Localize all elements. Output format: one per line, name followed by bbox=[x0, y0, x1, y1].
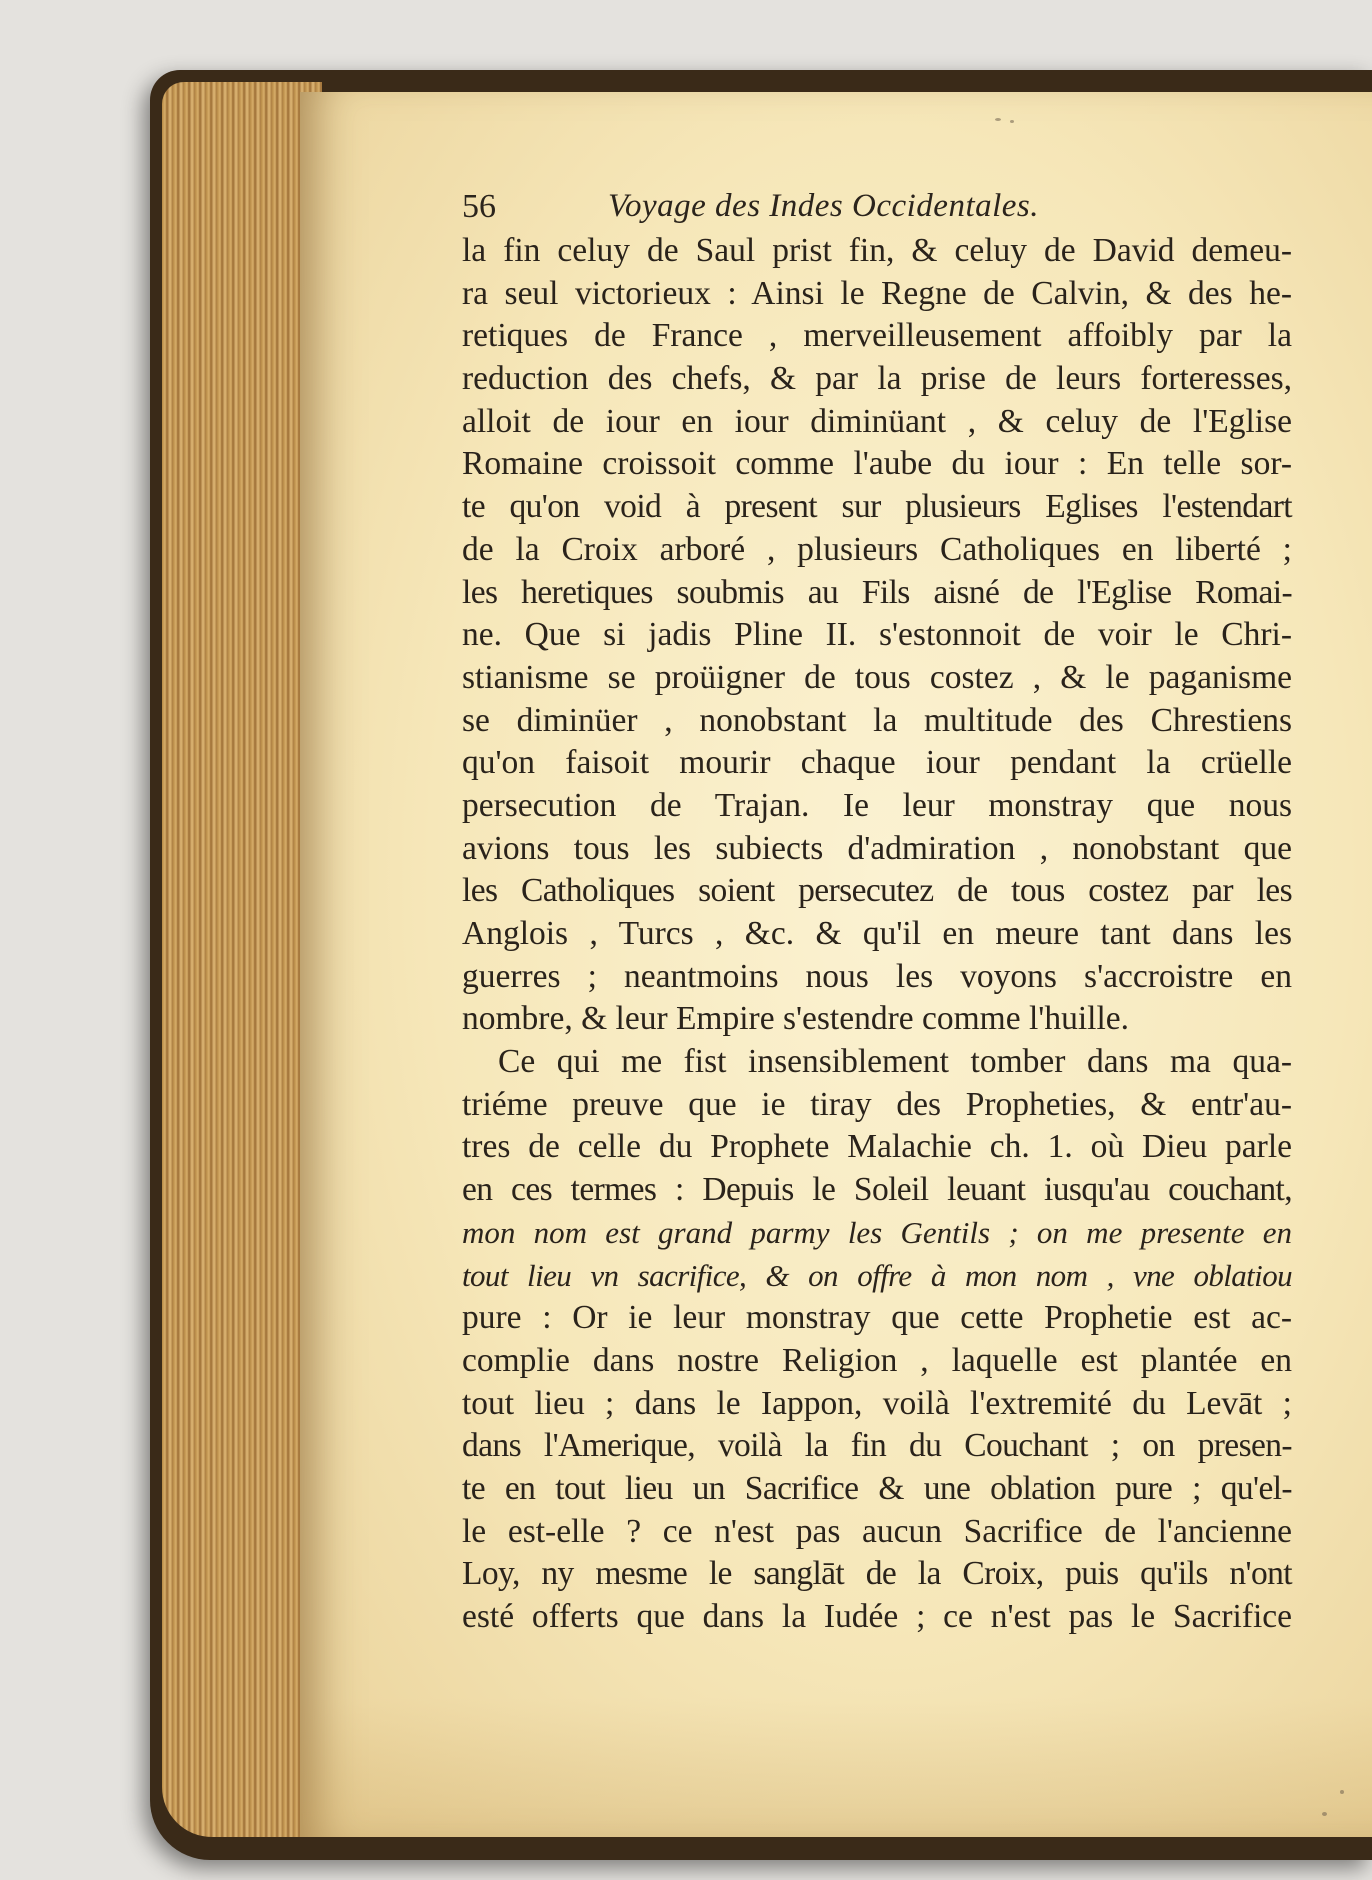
text-line: reduction des chefs, & par la prise de leurs forteresses, bbox=[462, 360, 1292, 398]
text-line: ne. Que si jadis Pline II. s'estonnoit de voir le Chri- bbox=[462, 616, 1292, 654]
text-line: Romaine croissoit comme l'aube du iour : En telle sor- bbox=[462, 445, 1292, 483]
text-line: te en tout lieu un Sacrifice & une oblation pure ; qu'el- bbox=[462, 1469, 1292, 1507]
text-line: nombre, & leur Empire s'estendre comme l'huille. bbox=[462, 1000, 1129, 1038]
text-line: pure : Or ie leur monstray que cette Prophetie est ac- bbox=[462, 1299, 1292, 1337]
quote-line: tout lieu vn sacrifice, & on offre à mon nom , vne oblatiou bbox=[462, 1257, 1292, 1293]
text-line: en ces termes : Depuis le Soleil leuant iusqu'au couchant, bbox=[462, 1171, 1292, 1209]
text-line: persecution de Trajan. Ie leur monstray que nous bbox=[462, 786, 1292, 824]
ink-speck bbox=[995, 118, 1001, 121]
text-line: stianisme se proüigner de tous costez , & le paganisme bbox=[462, 658, 1292, 696]
body-text bbox=[462, 230, 1292, 1639]
page-number: 56 bbox=[462, 188, 496, 225]
ink-speck bbox=[1322, 1812, 1327, 1816]
paragraph-start: Ce qui me fist insensiblement tomber dans ma qua- bbox=[498, 1043, 1292, 1081]
ink-speck bbox=[1340, 1790, 1344, 1794]
text-line: alloit de iour en iour diminüant , & celuy de l'Eglise bbox=[462, 402, 1292, 440]
text-line: les heretiques soubmis au Fils aisné de l'Eglise Romai- bbox=[462, 573, 1292, 611]
running-title: Voyage des Indes Occidentales. bbox=[608, 188, 1040, 224]
text-line: tout lieu ; dans le Iappon, voilà l'extremité du Levāt ; bbox=[462, 1384, 1292, 1422]
text-line: complie dans nostre Religion , laquelle est plantée en bbox=[462, 1341, 1292, 1379]
text-line: ra seul victorieux : Ainsi le Regne de Calvin, & des he- bbox=[462, 274, 1292, 312]
text-line: esté offerts que dans la Iudée ; ce n'est pas le Sacrifice bbox=[462, 1598, 1292, 1635]
text-line: de la Croix arboré , plusieurs Catholiques en liberté ; bbox=[462, 530, 1292, 568]
text-line: guerres ; neantmoins nous les voyons s'accroistre en bbox=[462, 957, 1292, 995]
text-line: Anglois , Turcs , &c. & qu'il en meure tant dans les bbox=[462, 915, 1292, 952]
text-line: te qu'on void à present sur plusieurs Eglises l'estendart bbox=[462, 488, 1292, 526]
page-header bbox=[462, 182, 1222, 230]
text-line: triéme preuve que ie tiray des Propheties, & entr'au- bbox=[462, 1085, 1292, 1123]
text-line: dans l'Amerique, voilà la fin du Couchant ; on presen- bbox=[462, 1427, 1292, 1465]
text-line: retiques de France , merveilleusement affoibly par la bbox=[462, 317, 1292, 355]
text-line: tres de celle du Prophete Malachie ch. 1. où Dieu parle bbox=[462, 1128, 1292, 1166]
text-line: se diminüer , nonobstant la multitude des Chrestiens bbox=[462, 701, 1292, 739]
text-line: les Catholiques soient persecutez de tous costez par les bbox=[462, 872, 1292, 910]
text-line: le est-elle ? ce n'est pas aucun Sacrifice de l'ancienne bbox=[462, 1512, 1292, 1550]
text-line: la fin celuy de Saul prist fin, & celuy de David demeu- bbox=[462, 232, 1292, 269]
ink-speck bbox=[1010, 120, 1014, 123]
text-line: avions tous les subiects d'admiration , nonobstant que bbox=[462, 829, 1292, 867]
quote-line: mon nom est grand parmy les Gentils ; on me presente en bbox=[462, 1214, 1292, 1250]
page-edges bbox=[162, 82, 322, 1837]
text-line: qu'on faisoit mourir chaque iour pendant la crüelle bbox=[462, 744, 1292, 782]
text-line: Loy, ny mesme le sanglāt de la Croix, puis qu'ils n'ont bbox=[462, 1555, 1292, 1593]
